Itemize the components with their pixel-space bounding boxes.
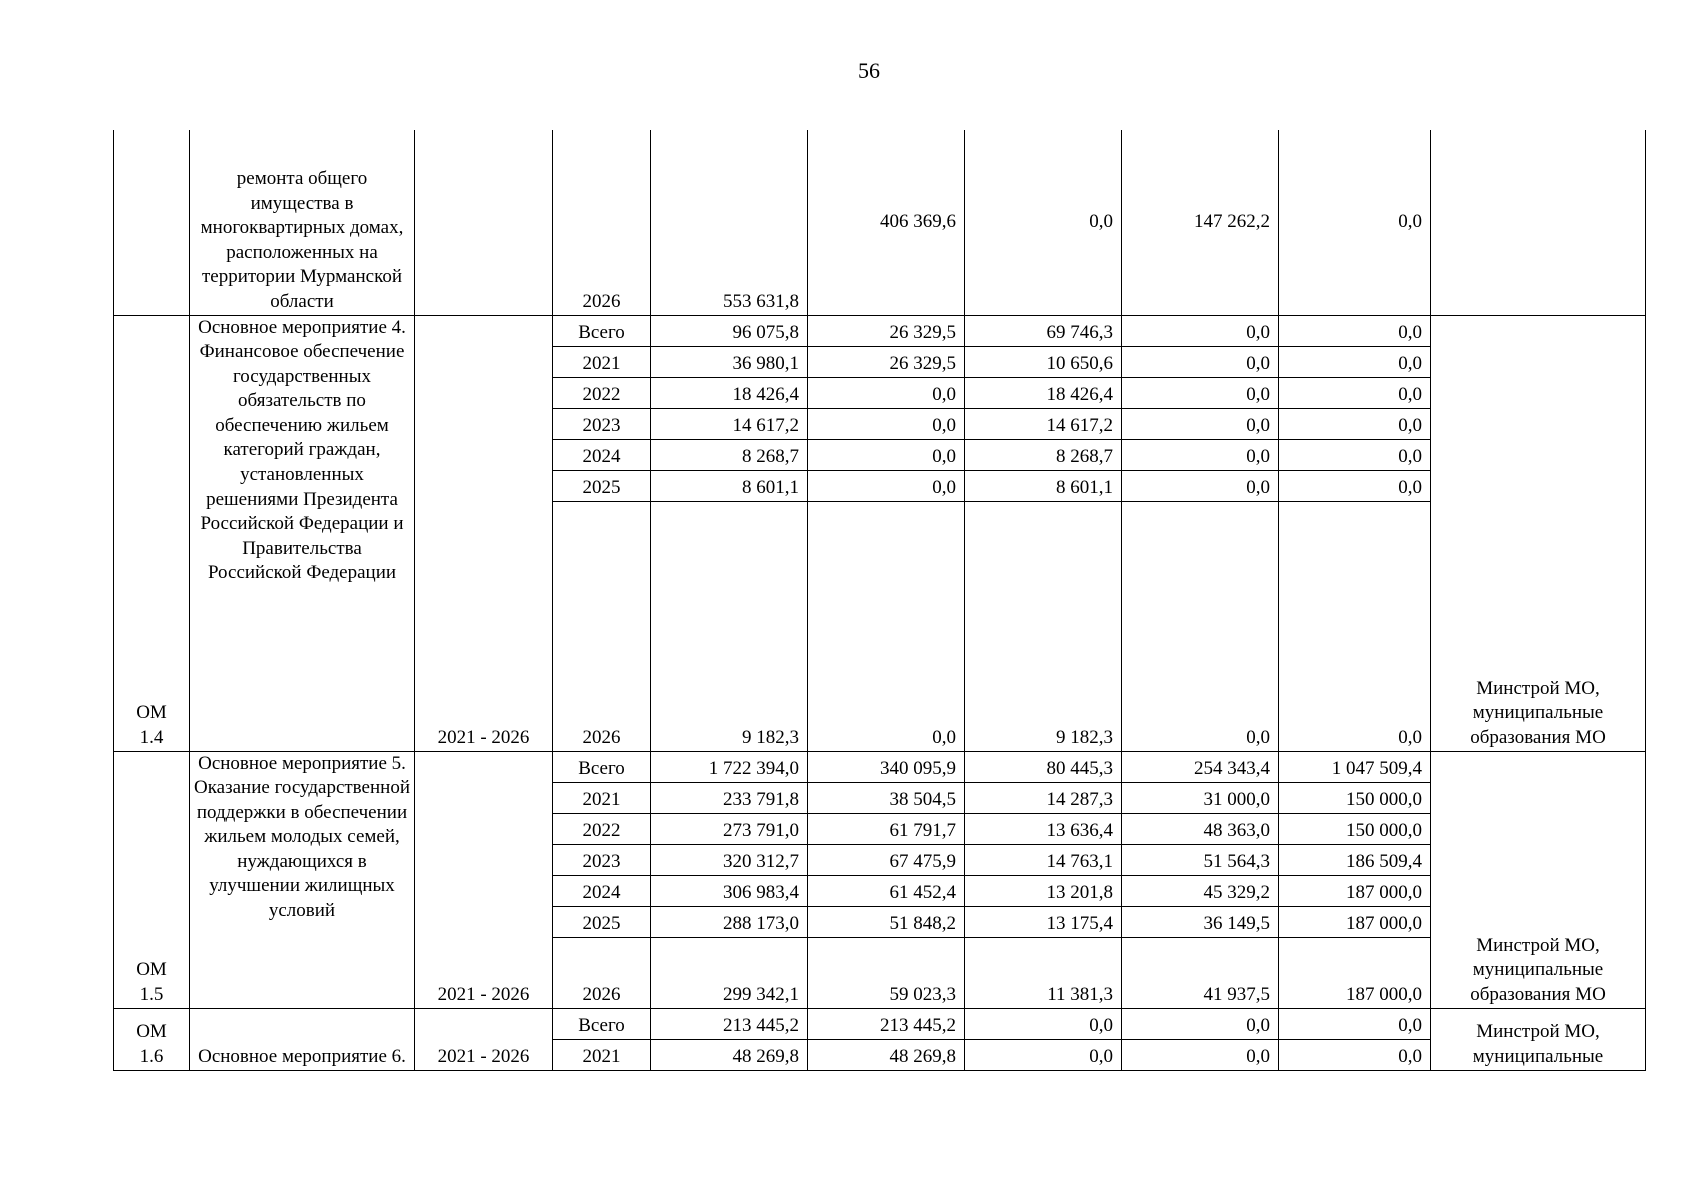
program-funding-table <box>113 130 1645 1078</box>
measure-term-cell <box>415 130 553 315</box>
measure-name-cell: Основное мероприятие 4. Финансовое обеспечение государственных обязательств по обеспечению жильем категорий граждан, установленных решениями Президента Российской Федерации и Правительства Российской Федерации <box>190 315 415 751</box>
source4-cell: 186 509,4 <box>1279 844 1431 875</box>
total-cell: 18 426,4 <box>651 377 808 408</box>
year-cell: 2025 <box>553 906 651 937</box>
measure-name-cell: ремонта общего имущества в многоквартирных домах, расположенных на территории Мурманской области <box>190 130 415 315</box>
year-cell: 2023 <box>553 408 651 439</box>
total-cell: 288 173,0 <box>651 906 808 937</box>
measure-code-cell <box>114 130 190 315</box>
table-row <box>114 130 1646 315</box>
source3-cell: 0,0 <box>1122 408 1279 439</box>
source2-cell: 0,0 <box>965 1008 1122 1039</box>
source1-cell: 59 023,3 <box>808 937 965 1008</box>
source1-cell: 406 369,6 <box>808 130 965 315</box>
source4-cell: 150 000,0 <box>1279 782 1431 813</box>
source1-cell: 48 269,8 <box>808 1039 965 1070</box>
source4-cell: 0,0 <box>1279 1039 1431 1070</box>
year-cell: 2022 <box>553 813 651 844</box>
year-cell: 2026 <box>553 501 651 751</box>
total-cell: 8 601,1 <box>651 470 808 501</box>
source4-cell: 187 000,0 <box>1279 875 1431 906</box>
year-cell: 2021 <box>553 782 651 813</box>
source2-cell: 14 763,1 <box>965 844 1122 875</box>
year-cell: Всего <box>553 751 651 782</box>
source3-cell: 0,0 <box>1122 377 1279 408</box>
source4-cell: 150 000,0 <box>1279 813 1431 844</box>
source3-cell: 0,0 <box>1122 439 1279 470</box>
source4-cell: 0,0 <box>1279 470 1431 501</box>
source4-cell: 1 047 509,4 <box>1279 751 1431 782</box>
source1-cell: 0,0 <box>808 377 965 408</box>
measure-name-cell: Основное мероприятие 6. <box>190 1008 415 1070</box>
source3-cell: 0,0 <box>1122 1008 1279 1039</box>
source3-cell: 0,0 <box>1122 315 1279 346</box>
source3-cell: 254 343,4 <box>1122 751 1279 782</box>
source4-cell: 0,0 <box>1279 439 1431 470</box>
source3-cell: 0,0 <box>1122 1039 1279 1070</box>
table-row <box>114 1008 1646 1039</box>
source3-cell: 31 000,0 <box>1122 782 1279 813</box>
year-cell: 2021 <box>553 1039 651 1070</box>
total-cell: 8 268,7 <box>651 439 808 470</box>
source2-cell: 8 601,1 <box>965 470 1122 501</box>
measure-name-cell: Основное мероприятие 5. Оказание государственной поддержки в обеспечении жильем молодых семей, нуждающихся в улучшении жилищных условий <box>190 751 415 1008</box>
source1-cell: 26 329,5 <box>808 346 965 377</box>
source1-cell: 51 848,2 <box>808 906 965 937</box>
source4-cell: 0,0 <box>1279 315 1431 346</box>
source1-cell: 26 329,5 <box>808 315 965 346</box>
source3-cell: 0,0 <box>1122 501 1279 751</box>
source4-cell: 0,0 <box>1279 1008 1431 1039</box>
source2-cell: 0,0 <box>965 1039 1122 1070</box>
total-cell: 36 980,1 <box>651 346 808 377</box>
source4-cell: 0,0 <box>1279 408 1431 439</box>
total-cell: 233 791,8 <box>651 782 808 813</box>
source3-cell: 0,0 <box>1122 346 1279 377</box>
year-cell: 2022 <box>553 377 651 408</box>
source2-cell: 14 287,3 <box>965 782 1122 813</box>
total-cell: 213 445,2 <box>651 1008 808 1039</box>
year-cell: Всего <box>553 315 651 346</box>
source2-cell: 13 201,8 <box>965 875 1122 906</box>
measure-term-cell: 2021 - 2026 <box>415 315 553 751</box>
source3-cell: 0,0 <box>1122 470 1279 501</box>
measure-term-cell: 2021 - 2026 <box>415 1008 553 1070</box>
total-cell: 299 342,1 <box>651 937 808 1008</box>
total-cell: 9 182,3 <box>651 501 808 751</box>
source4-cell: 187 000,0 <box>1279 906 1431 937</box>
source4-cell: 0,0 <box>1279 346 1431 377</box>
year-cell: 2025 <box>553 470 651 501</box>
source1-cell: 0,0 <box>808 501 965 751</box>
source1-cell: 67 475,9 <box>808 844 965 875</box>
source4-cell: 187 000,0 <box>1279 937 1431 1008</box>
source1-cell: 0,0 <box>808 470 965 501</box>
total-cell: 320 312,7 <box>651 844 808 875</box>
year-cell: 2026 <box>553 937 651 1008</box>
source2-cell: 80 445,3 <box>965 751 1122 782</box>
source3-cell: 147 262,2 <box>1122 130 1279 315</box>
source2-cell: 13 636,4 <box>965 813 1122 844</box>
measure-code-cell: ОМ 1.6 <box>114 1008 190 1070</box>
responsible-cell: Минстрой МО, муниципальные образования МО <box>1431 315 1646 751</box>
source1-cell: 61 452,4 <box>808 875 965 906</box>
measure-code-cell: ОМ 1.5 <box>114 751 190 1008</box>
responsible-cell <box>1431 130 1646 315</box>
total-cell: 553 631,8 <box>651 130 808 315</box>
source2-cell: 14 617,2 <box>965 408 1122 439</box>
source3-cell: 36 149,5 <box>1122 906 1279 937</box>
year-cell: Всего <box>553 1008 651 1039</box>
source2-cell: 8 268,7 <box>965 439 1122 470</box>
total-cell: 1 722 394,0 <box>651 751 808 782</box>
source4-cell: 0,0 <box>1279 501 1431 751</box>
source3-cell: 45 329,2 <box>1122 875 1279 906</box>
total-cell: 14 617,2 <box>651 408 808 439</box>
source3-cell: 41 937,5 <box>1122 937 1279 1008</box>
responsible-cell: Минстрой МО, муниципальные образования МО <box>1431 751 1646 1008</box>
table-row <box>114 315 1646 346</box>
year-cell: 2024 <box>553 875 651 906</box>
source1-cell: 38 504,5 <box>808 782 965 813</box>
total-cell: 306 983,4 <box>651 875 808 906</box>
source3-cell: 51 564,3 <box>1122 844 1279 875</box>
year-cell: 2026 <box>553 130 651 315</box>
total-cell: 273 791,0 <box>651 813 808 844</box>
source1-cell: 0,0 <box>808 408 965 439</box>
total-cell: 48 269,8 <box>651 1039 808 1070</box>
source2-cell: 10 650,6 <box>965 346 1122 377</box>
source1-cell: 213 445,2 <box>808 1008 965 1039</box>
measure-code-cell: ОМ 1.4 <box>114 315 190 751</box>
source2-cell: 0,0 <box>965 130 1122 315</box>
source1-cell: 0,0 <box>808 439 965 470</box>
source2-cell: 11 381,3 <box>965 937 1122 1008</box>
source2-cell: 13 175,4 <box>965 906 1122 937</box>
total-cell: 96 075,8 <box>651 315 808 346</box>
table-row <box>114 751 1646 782</box>
source1-cell: 340 095,9 <box>808 751 965 782</box>
year-cell: 2024 <box>553 439 651 470</box>
source4-cell: 0,0 <box>1279 130 1431 315</box>
year-cell: 2021 <box>553 346 651 377</box>
source3-cell: 48 363,0 <box>1122 813 1279 844</box>
page-number: 56 <box>858 58 880 83</box>
year-cell: 2023 <box>553 844 651 875</box>
responsible-cell: Минстрой МО, муниципальные <box>1431 1008 1646 1070</box>
source1-cell: 61 791,7 <box>808 813 965 844</box>
measure-term-cell: 2021 - 2026 <box>415 751 553 1008</box>
source4-cell: 0,0 <box>1279 377 1431 408</box>
source2-cell: 69 746,3 <box>965 315 1122 346</box>
source2-cell: 18 426,4 <box>965 377 1122 408</box>
source2-cell: 9 182,3 <box>965 501 1122 751</box>
